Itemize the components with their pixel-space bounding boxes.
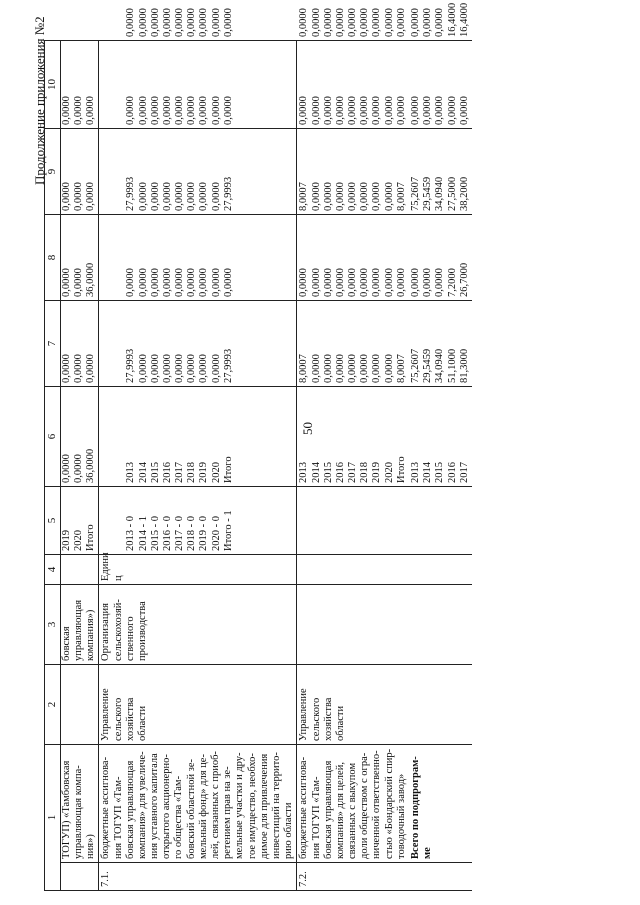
cell-line: 2019 — [198, 462, 210, 483]
cell-line: 0,0000 — [60, 454, 72, 483]
cell-line: 0,0000 — [347, 268, 359, 297]
cell-line: связанных с выкупом — [347, 762, 359, 859]
cell-line: бовская управляющая — [124, 760, 136, 859]
cell-line: 2017 — [174, 462, 186, 483]
continuation-c10 — [60, 41, 99, 129]
cell-line: 38,2000 — [458, 176, 470, 211]
cell-line: 2015 — [434, 462, 446, 483]
cell-line: 27,9993 — [125, 348, 137, 383]
cell-line: производства — [136, 601, 148, 661]
cell-line: 0,0000 — [383, 268, 395, 297]
cell-line: рию области — [283, 802, 295, 859]
cell-line: 0,0000 — [334, 354, 346, 383]
cell-line: бюджетные ассигнова- — [100, 756, 112, 859]
cell-line: 26,7000 — [458, 262, 470, 297]
cell-line: управляющая — [72, 599, 84, 661]
cell-line: 0,0000 — [198, 268, 210, 297]
page-number: 50 — [300, 422, 315, 435]
cell-line: 8,0007 — [298, 354, 310, 383]
cell-line: 0,0000 — [458, 96, 470, 125]
cell-line: Управление — [298, 688, 310, 741]
row-7-1-target-values — [99, 487, 297, 555]
cell-line: 0,0000 — [149, 96, 161, 125]
cell-line: 2016 - 0 — [161, 516, 173, 551]
cell-line: области — [334, 705, 346, 741]
cell-line: 0,0000 — [60, 354, 72, 383]
cell-line: 2014 - 1 — [137, 516, 149, 551]
cell-line: 0,0000 — [298, 96, 310, 125]
cell-line: 0,0000 — [137, 182, 149, 211]
cell-line: 0,0000 — [446, 96, 458, 125]
row-7-1-description — [99, 745, 297, 863]
cell-line: открытого акционерно- — [161, 754, 173, 859]
cell-line: 0,0000 — [410, 268, 421, 297]
cell-line: 27,9993 — [222, 176, 234, 211]
cell-line: 0,0000 — [371, 354, 383, 383]
continuation-c7 — [60, 301, 99, 387]
row-7-2-description — [297, 745, 409, 863]
col-header-2: 2 — [45, 665, 61, 745]
header-row — [45, 41, 61, 891]
cell-line: 0,0000 — [359, 354, 371, 383]
cell-line: сельского — [112, 697, 124, 741]
cell-line: 0,0000 — [222, 96, 234, 125]
cell-line: 36,0000 — [85, 448, 97, 483]
cell-line: 0,0000 — [322, 268, 334, 297]
cell-line: 2019 — [60, 530, 72, 551]
continuation-years — [60, 487, 99, 555]
cell-line: 0,0000 — [371, 182, 383, 211]
cell-line: 0,0000 — [410, 96, 421, 125]
cell-line: ственного — [124, 616, 136, 661]
cell-line: 0,0000 — [161, 354, 173, 383]
cell-line: ретением прав на зе- — [222, 766, 234, 859]
row-7-2-c7 — [297, 215, 409, 301]
cell-line: 2016 — [446, 462, 458, 483]
cell-line: 0,0000 — [310, 182, 322, 211]
cell-line: 0,0000 — [198, 96, 210, 125]
cell-line: 2018 — [359, 462, 371, 483]
cell-line: гое имущество, необхо- — [246, 753, 258, 859]
cell-line: 0,0000 — [422, 268, 434, 297]
cell-line: 0,0000 — [347, 182, 359, 211]
cell-line: 0,0000 — [161, 182, 173, 211]
col-header-8: 8 — [45, 215, 61, 301]
cell-line: 2018 - 0 — [186, 516, 198, 551]
cell-line: 0,0000 — [186, 268, 198, 297]
cell-line: 0,0000 — [359, 268, 371, 297]
cell-line: 0,0000 — [161, 96, 173, 125]
cell-line: 2015 — [322, 462, 334, 483]
cell-line: 2015 - 0 — [149, 516, 161, 551]
cell-line: 2017 — [347, 462, 359, 483]
cell-line: компания») — [85, 609, 97, 661]
cell-line: мельные участки и дру- — [234, 752, 246, 859]
cell-line: 8,0007 — [298, 182, 310, 211]
cell-line: 0,0000 — [347, 96, 359, 125]
cell-line: 0,0000 — [395, 268, 407, 297]
cell-line: хозяйства — [322, 697, 334, 741]
cell-line: хозяйства — [124, 697, 136, 741]
cell-line: 0,0000 — [60, 96, 72, 125]
cell-line: 27,5000 — [446, 176, 458, 211]
total-years — [409, 387, 472, 487]
cell-line: 0,0000 — [334, 96, 346, 125]
col-header-10: 10 — [45, 41, 61, 129]
continuation-c8 — [60, 215, 99, 301]
continuation-c6 — [60, 387, 99, 487]
cell-line: 0,0000 — [422, 96, 434, 125]
cell-line: 2016 — [161, 462, 173, 483]
row-7-1: 7.1. бюджетные ассигнова- ния ТОГУП «Там- бовская управляющая компания» для увеличе- ния уставного капитала открытого акционерно- го общества «Там- бовский областной зе- мельный фонд» для це- лей, связанных с приоб- ретением прав на зе- мельные участки и дру- гое имущество, необхо- димое для привлечения инвестиций на террито- рию области Управление сельского хозяйства области Организация сельскохозяй- ственного производства Едини ц 2013 - 0 2014 - 1 2015 - 0 2016 - 0 2017 - 0 2018 - 0 2019 - 0 2020 - 0 Итого - 1 2013 2014 2015 2016 2017 2018 2019 2020 Итого 27,9993 0,0000 0,0000 0,0000 0,0000 0,0000 0,0000 0,0000 27,9993 0,0000 0,0000 0,0000 0,0000 0,0000 0,0000 0,0000 0,0000 0,0000 27,9993 0,0000 0,0000 0,0000 0,0000 0,0000 0,0000 0,0000 27,9993 0,0000 0,0000 0,0000 0,0000 0,0000 0,0000 0,0000 0,0000 0,0000 0,0000 0,0000 0,0000 0,0000 0,0000 0,0000 0,0000 0,0000 0,0000 — [99, 41, 297, 891]
cell-line: 0,0000 — [359, 96, 371, 125]
continuation-col3 — [60, 585, 99, 665]
cell-line: 2020 — [383, 462, 395, 483]
col-header-3: 3 — [45, 585, 61, 665]
cell-line: 0,0000 — [60, 268, 72, 297]
cell-line: 0,0000 — [85, 182, 97, 211]
cell-line: бюджетные ассигнова- — [298, 756, 310, 859]
cell-line: ТОГУП) «Тамбовская — [60, 760, 72, 859]
cell-line: Итого — [222, 456, 234, 483]
cell-line: 0,0000 — [72, 268, 84, 297]
cell-line: 0,0000 — [186, 354, 198, 383]
cell-line: 0,0000 — [222, 268, 234, 297]
cell-line: 0,0000 — [72, 354, 84, 383]
cell-line: 2018 — [186, 462, 198, 483]
cell-line: Итого - 1 — [222, 510, 234, 551]
row-7-1-indicator — [99, 585, 297, 665]
cell-line: Организация — [100, 603, 112, 661]
cell-line: 0,0000 — [395, 96, 407, 125]
cell-line: 27,9993 — [222, 348, 234, 383]
col-header-9: 9 — [45, 129, 61, 215]
col-header-1: 1 — [45, 745, 61, 891]
cell-line: области — [136, 705, 148, 741]
cell-line: 27,9993 — [125, 176, 137, 211]
row-total: Всего по подпрограм- ме 2013 2014 2015 2016 2017 75,2607 29,5459 34,0940 51,1000 81,3000 0,0000 0,0000 0,0000 7,2000 26,7000 75,2607 29,5459 34,0940 27,5000 38,2000 0,0000 0,0000 0,0000 0,0000 0,0000 0,0000 0,0000 0,0000 16,4000 16,4000 — [409, 41, 472, 891]
cell-line: 2013 - 0 — [125, 516, 137, 551]
cell-line: 2020 — [210, 462, 222, 483]
cell-line: 51,1000 — [446, 348, 458, 383]
cell-line: 0,0000 — [137, 354, 149, 383]
cell-line: 0,0000 — [383, 96, 395, 125]
cell-line: ния уставного капитала — [149, 753, 161, 859]
cell-line: 0,0000 — [137, 268, 149, 297]
cell-line: лей, связанных с приоб- — [210, 751, 221, 859]
cell-line: 2017 — [458, 462, 470, 483]
row-7-1-c8 — [99, 129, 297, 215]
cell-line: 0,0000 — [72, 454, 84, 483]
cell-line: 2019 - 0 — [198, 516, 210, 551]
cell-line: 0,0000 — [371, 268, 383, 297]
cell-line: 34,0940 — [434, 348, 446, 383]
cell-line: 0,0000 — [334, 182, 346, 211]
row-7-1-c9 — [99, 41, 297, 129]
row-7-2-c8 — [297, 129, 409, 215]
cell-line: Управление — [100, 688, 112, 741]
col-header-4: 4 — [45, 555, 61, 585]
cell-line: 0,0000 — [125, 268, 137, 297]
cell-line: 2019 — [371, 462, 383, 483]
cell-line: управляющая компа- — [72, 765, 84, 859]
cell-line: 0,0000 — [149, 354, 161, 383]
cell-line: 0,0000 — [198, 354, 210, 383]
cell-line: 0,0000 — [125, 96, 137, 125]
cell-line: 0,0000 — [174, 182, 186, 211]
row-7-2-c9 — [297, 41, 409, 129]
cell-line: Итого — [85, 524, 97, 551]
col-header-5: 5 — [45, 487, 61, 555]
row-7-1-unit — [99, 552, 297, 585]
total-label — [409, 745, 472, 863]
cell-line: компания» для увеличе- — [136, 751, 148, 859]
cell-line: 0,0000 — [383, 354, 395, 383]
cell-line: 0,0000 — [434, 268, 446, 297]
cell-line: 0,0000 — [85, 96, 97, 125]
continuation-c9 — [60, 129, 99, 215]
cell-line: стью «Бондарский спир- — [383, 748, 395, 859]
continuation-col1 — [60, 745, 99, 863]
cell-line: мельный фонд» для це- — [197, 754, 209, 859]
continuation-row — [60, 41, 99, 891]
cell-line: 2016 — [334, 462, 346, 483]
cell-line: 0,0000 — [186, 96, 198, 125]
cell-line: компания» для целей, — [334, 762, 346, 859]
cell-line: ме — [422, 847, 434, 859]
cell-line: ниченной ответственно- — [371, 750, 383, 859]
cell-line: 29,5459 — [422, 176, 434, 211]
cell-line: 0,0000 — [85, 354, 97, 383]
cell-line: 0,0000 — [72, 182, 84, 211]
row-7-2-number: 7.2. — [297, 863, 409, 891]
col-header-6: 6 — [45, 387, 61, 487]
cell-line: 0,0000 — [174, 96, 186, 125]
cell-line: 0,0000 — [310, 96, 322, 125]
cell-line: 81,3000 — [458, 348, 470, 383]
cell-line: 0,0000 — [298, 268, 310, 297]
appendix-header: Продолжение приложения №2 — [32, 16, 47, 185]
cell-line: 8,0007 — [395, 354, 407, 383]
row-7-1-c7 — [99, 215, 297, 301]
cell-line: 0,0000 — [174, 354, 186, 383]
row-7-1-number: 7.1. — [99, 863, 297, 891]
cell-line: бовский областной зе- — [185, 758, 197, 859]
cell-line: сельскохозяй- — [112, 599, 124, 661]
cell-line: 0,0000 — [322, 182, 334, 211]
row-7-2-c6 — [297, 301, 409, 387]
cell-line: 0,0000 — [347, 354, 359, 383]
cell-line: 0,0000 — [334, 268, 346, 297]
row-7-1-c6 — [99, 301, 297, 387]
cell-line: товодочный завод» — [395, 773, 407, 859]
cell-line: 0,0000 — [371, 96, 383, 125]
cell-line: доли обществом с огра- — [359, 752, 371, 859]
cell-line: 75,2607 — [410, 176, 421, 211]
cell-line: 0,0000 — [161, 268, 173, 297]
cell-line: 36,0000 — [85, 262, 97, 297]
cell-line: 0,0000 — [310, 268, 322, 297]
cell-line: 8,0007 — [395, 182, 407, 211]
cell-line: 34,0940 — [434, 176, 446, 211]
cell-line: бовская — [60, 626, 72, 661]
cell-line: 0,0000 — [210, 96, 222, 125]
col-header-7: 7 — [45, 301, 61, 387]
cell-line: 0,0000 — [198, 182, 210, 211]
total-c6 — [409, 301, 472, 387]
cell-line: 0,0000 — [322, 96, 334, 125]
cell-line: 0,0000 — [149, 182, 161, 211]
cell-line: сельского — [310, 697, 322, 741]
cell-line: 0,0000 — [60, 182, 72, 211]
cell-line: 0,0000 — [322, 354, 334, 383]
cell-line: 0,0000 — [186, 182, 198, 211]
cell-line: 2014 — [422, 462, 434, 483]
cell-line: 0,0000 — [174, 268, 186, 297]
cell-line: 2014 — [310, 462, 322, 483]
cell-line: ц — [112, 575, 124, 581]
cell-line: 2015 — [149, 462, 161, 483]
cell-line: 0,0000 — [434, 96, 446, 125]
cell-line: 0,0000 — [310, 354, 322, 383]
cell-line: 2013 — [410, 462, 421, 483]
cell-line: димое для привлечения — [258, 753, 270, 859]
cell-line: ния ТОГУП «Там- — [310, 776, 322, 859]
budget-table — [44, 2, 472, 891]
cell-line: 0,0000 — [210, 354, 222, 383]
total-c7 — [409, 215, 472, 301]
cell-line: 0,0000 — [137, 96, 149, 125]
cell-line: 29,5459 — [422, 348, 434, 383]
row-7-2-years — [297, 387, 409, 487]
cell-line: ния») — [85, 834, 97, 859]
cell-line: Итого — [395, 456, 407, 483]
cell-line: 2014 — [137, 462, 149, 483]
cell-line: 0,0000 — [359, 182, 371, 211]
cell-line: 2020 — [72, 530, 84, 551]
cell-line: 75,2607 — [410, 348, 421, 383]
cell-line: 7,2000 — [446, 268, 458, 297]
cell-line: бовская управляющая — [322, 760, 334, 859]
row-7-2-responsible — [297, 665, 409, 745]
cell-line: 2013 — [125, 462, 137, 483]
cell-line: 2013 — [298, 462, 310, 483]
row-7-1-responsible — [99, 665, 297, 745]
cell-line: го общества «Там- — [173, 775, 185, 859]
cell-line: 0,0000 — [383, 182, 395, 211]
cell-line: 2020 - 0 — [210, 516, 222, 551]
cell-line: 2017 - 0 — [174, 516, 186, 551]
row-7-2: 7.2. бюджетные ассигнова- ния ТОГУП «Там- бовская управляющая компания» для целей, связанных с выкупом доли обществом с огра- ниченной ответственно- стью «Бондарский спир- товодочный завод» Управление сельского хозяйства области 2013 2014 2015 2016 2017 2018 2019 2020 Итого 8,0007 0,0000 0,0000 0,0000 0,0000 0,0000 0,0000 0,0000 8,0007 0,0000 0,0000 0,0000 0,0000 0,0000 0,0000 0,0000 0,0000 0,0000 8,0007 0,0000 0,0000 0,0000 0,0000 0,0000 0,0000 0,0000 8,0007 0,0000 0,0000 0,0000 0,0000 0,0000 0,0000 0,0000 0,0000 0,0000 0,0000 0,0000 0,0000 0,0000 0,0000 0,0000 0,0000 0,0000 0,0000 — [297, 41, 409, 891]
cell-line: ния ТОГУП «Там- — [112, 776, 124, 859]
total-c9 — [409, 41, 472, 129]
cell-line: 0,0000 — [210, 182, 222, 211]
total-c8 — [409, 129, 472, 215]
row-7-1-years — [99, 387, 297, 487]
cell-line: 0,0000 — [149, 268, 161, 297]
cell-line: 0,0000 — [210, 268, 222, 297]
cell-line: 0,0000 — [72, 96, 84, 125]
cell-line: Едини — [100, 552, 112, 581]
cell-line: инвестиций на террито- — [270, 752, 282, 859]
cell-line: Всего по подпрограм- — [410, 756, 421, 859]
